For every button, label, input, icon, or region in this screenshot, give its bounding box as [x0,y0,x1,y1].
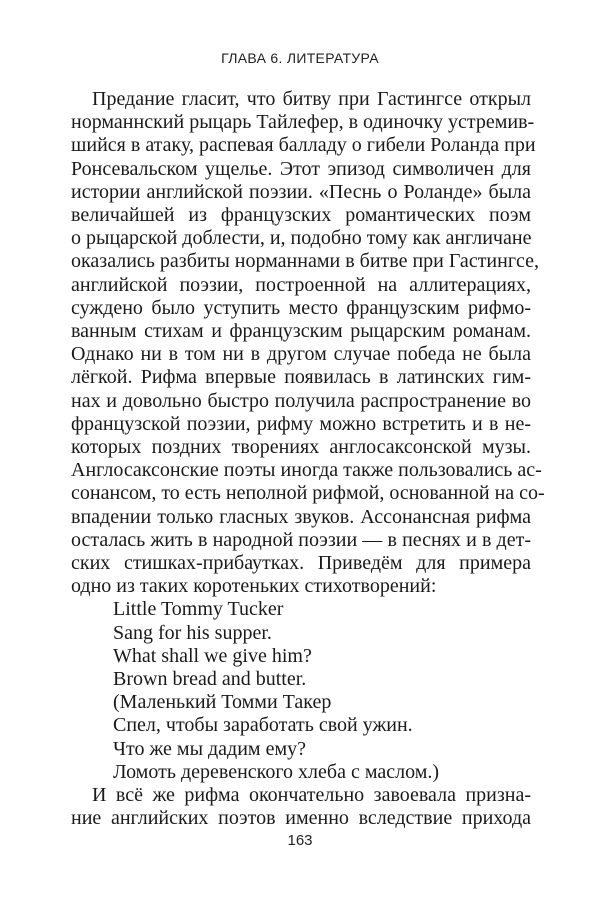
text-line: оказались разбиты норманнами в битве при Гастингсе, [71,250,540,273]
text-line: сонансом, то есть неполной рифмой, основанной на со- [71,482,545,505]
page-number: 163 [287,832,313,849]
running-head: ГЛАВА 6. ЛИТЕРАТУРА [221,50,379,66]
text-line: Предание гласит, что битву при Гастингсе открыл [92,88,531,110]
text-line: впадении только гласных звуков. Ассонансная рифма [71,505,531,528]
text-line: нах и довольно быстро получила распространение во [71,389,531,412]
text-line: суждено было уступить место французским рифмо- [71,296,531,319]
text-line: осталась жить в народной поэзии — в песнях и в дет- [71,528,531,551]
text-line: о рыцарской доблести, и, подобно тому как англичане [71,227,532,250]
poem [71,598,531,784]
paragraph-2 [71,784,531,830]
poem-line: Little Tommy Tucker [113,598,284,621]
body-text [71,88,545,831]
poem-line: Ломоть деревенского хлеба с маслом.) [113,760,440,783]
poem-line: Спел, чтобы заработать свой ужин. [113,714,413,737]
text-line: лёгкой. Рифма впервые появилась в латинских гим- [71,366,531,389]
poem-line: Brown bread and butter. [113,668,307,691]
poem-line: (Маленький Томми Такер [113,691,332,714]
poem-line: What shall we give him? [113,644,312,667]
text-line: Англосаксонские поэты иногда также пользовались ас- [71,459,542,482]
text-line: которых поздних творениях англосаксонской музы. [71,436,531,459]
text-line: норманнский рыцарь Тайлефер, в одиночку устремив- [71,111,535,134]
text-line: французской поэзии, рифму можно встретить и в не- [71,412,531,435]
text-line: ских стишках-прибаутках. Приведём для примера [71,552,531,575]
text-line: шийся в атаку, распевая балладу о гибели Роланда при [71,134,536,157]
text-line: ванным стихам и французским рыцарским романам. [71,320,531,343]
poem-line: Что же мы дадим ему? [113,737,306,760]
text-line: английской поэзии, построенной на аллитерациях, [71,273,531,296]
poem-line: Sang for his supper. [113,621,272,644]
text-line: И всё же рифма окончательно завоевала призна- [92,784,531,807]
text-line: одно из таких коротеньких стихотворений: [71,575,437,598]
text-line: ние английских поэтов именно вследствие прихода [71,807,531,830]
text-line: Ронсевальском ущелье. Этот эпизод символичен для [71,157,531,180]
paragraph-1 [71,88,545,598]
text-line: истории английской поэзии. «Песнь о Роланде» была [71,180,531,203]
text-line: Однако ни в том ни в другом случае победа не была [71,343,531,366]
text-line: величайшей из французских романтических поэм [71,204,531,227]
